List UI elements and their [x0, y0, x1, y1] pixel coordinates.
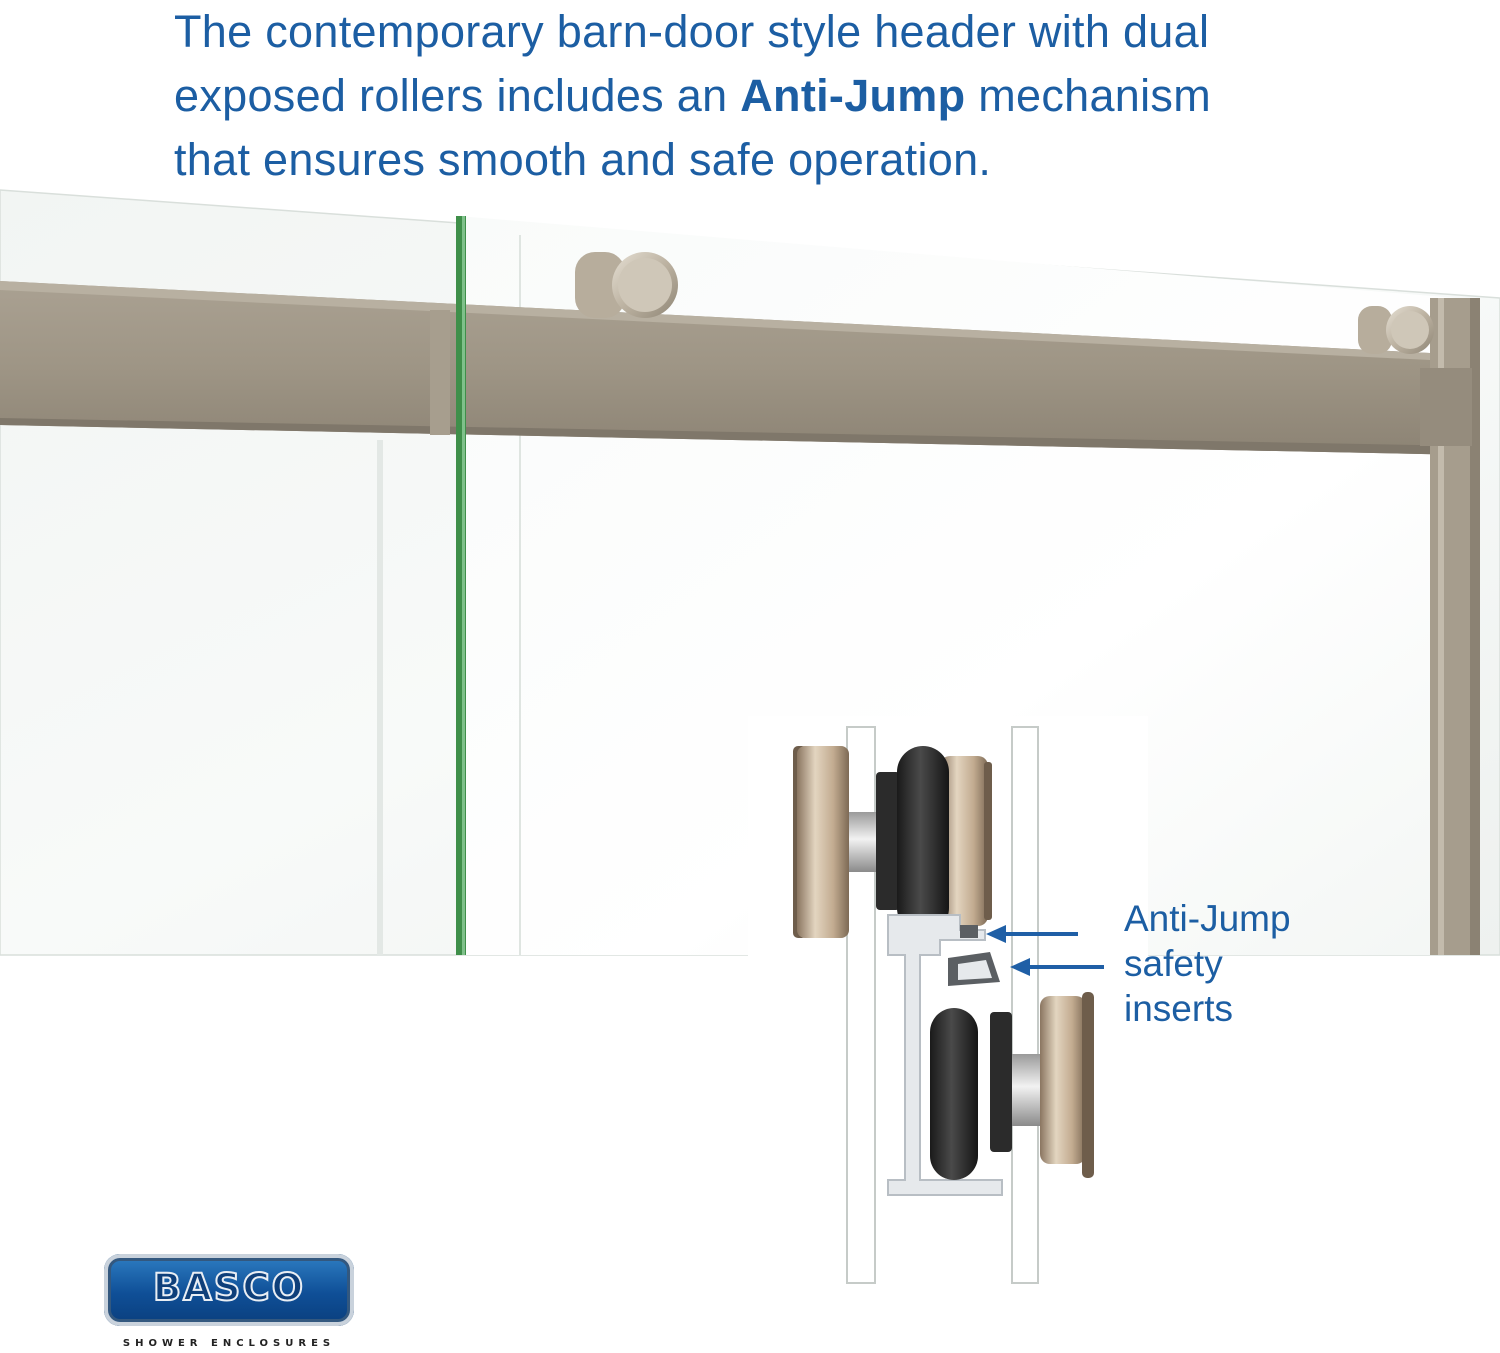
upper-roller-icon	[793, 746, 992, 938]
logo-tagline: SHOWER ENCLOSURES	[122, 1338, 336, 1349]
callout-line-1: Anti-Jump	[1124, 898, 1291, 939]
headline-emphasis: Anti-Jump	[740, 70, 966, 121]
headline-line-3: that ensures smooth and safe operation.	[174, 134, 992, 185]
callout-line-3: inserts	[1124, 988, 1233, 1029]
wall-channel-cap	[1420, 368, 1472, 446]
logo-wordmark: BASCO	[152, 1266, 306, 1309]
roller-knob-icon	[575, 252, 678, 318]
headline-line-2-end: mechanism	[965, 70, 1211, 121]
glass-section-right	[1012, 727, 1038, 1283]
headline-line-2-start: exposed rollers includes an	[174, 70, 741, 121]
header-bar-bracket	[430, 310, 450, 435]
callout-line-2: safety	[1124, 943, 1223, 984]
door-glass-edge-highlight	[462, 216, 465, 955]
headline-line-1: The contemporary barn-door style header with dual	[174, 6, 1210, 57]
glass-section-left	[847, 727, 875, 1283]
roller-knob-icon	[1358, 306, 1434, 354]
brand-logo	[104, 1254, 354, 1350]
callout-label	[1124, 896, 1291, 1031]
